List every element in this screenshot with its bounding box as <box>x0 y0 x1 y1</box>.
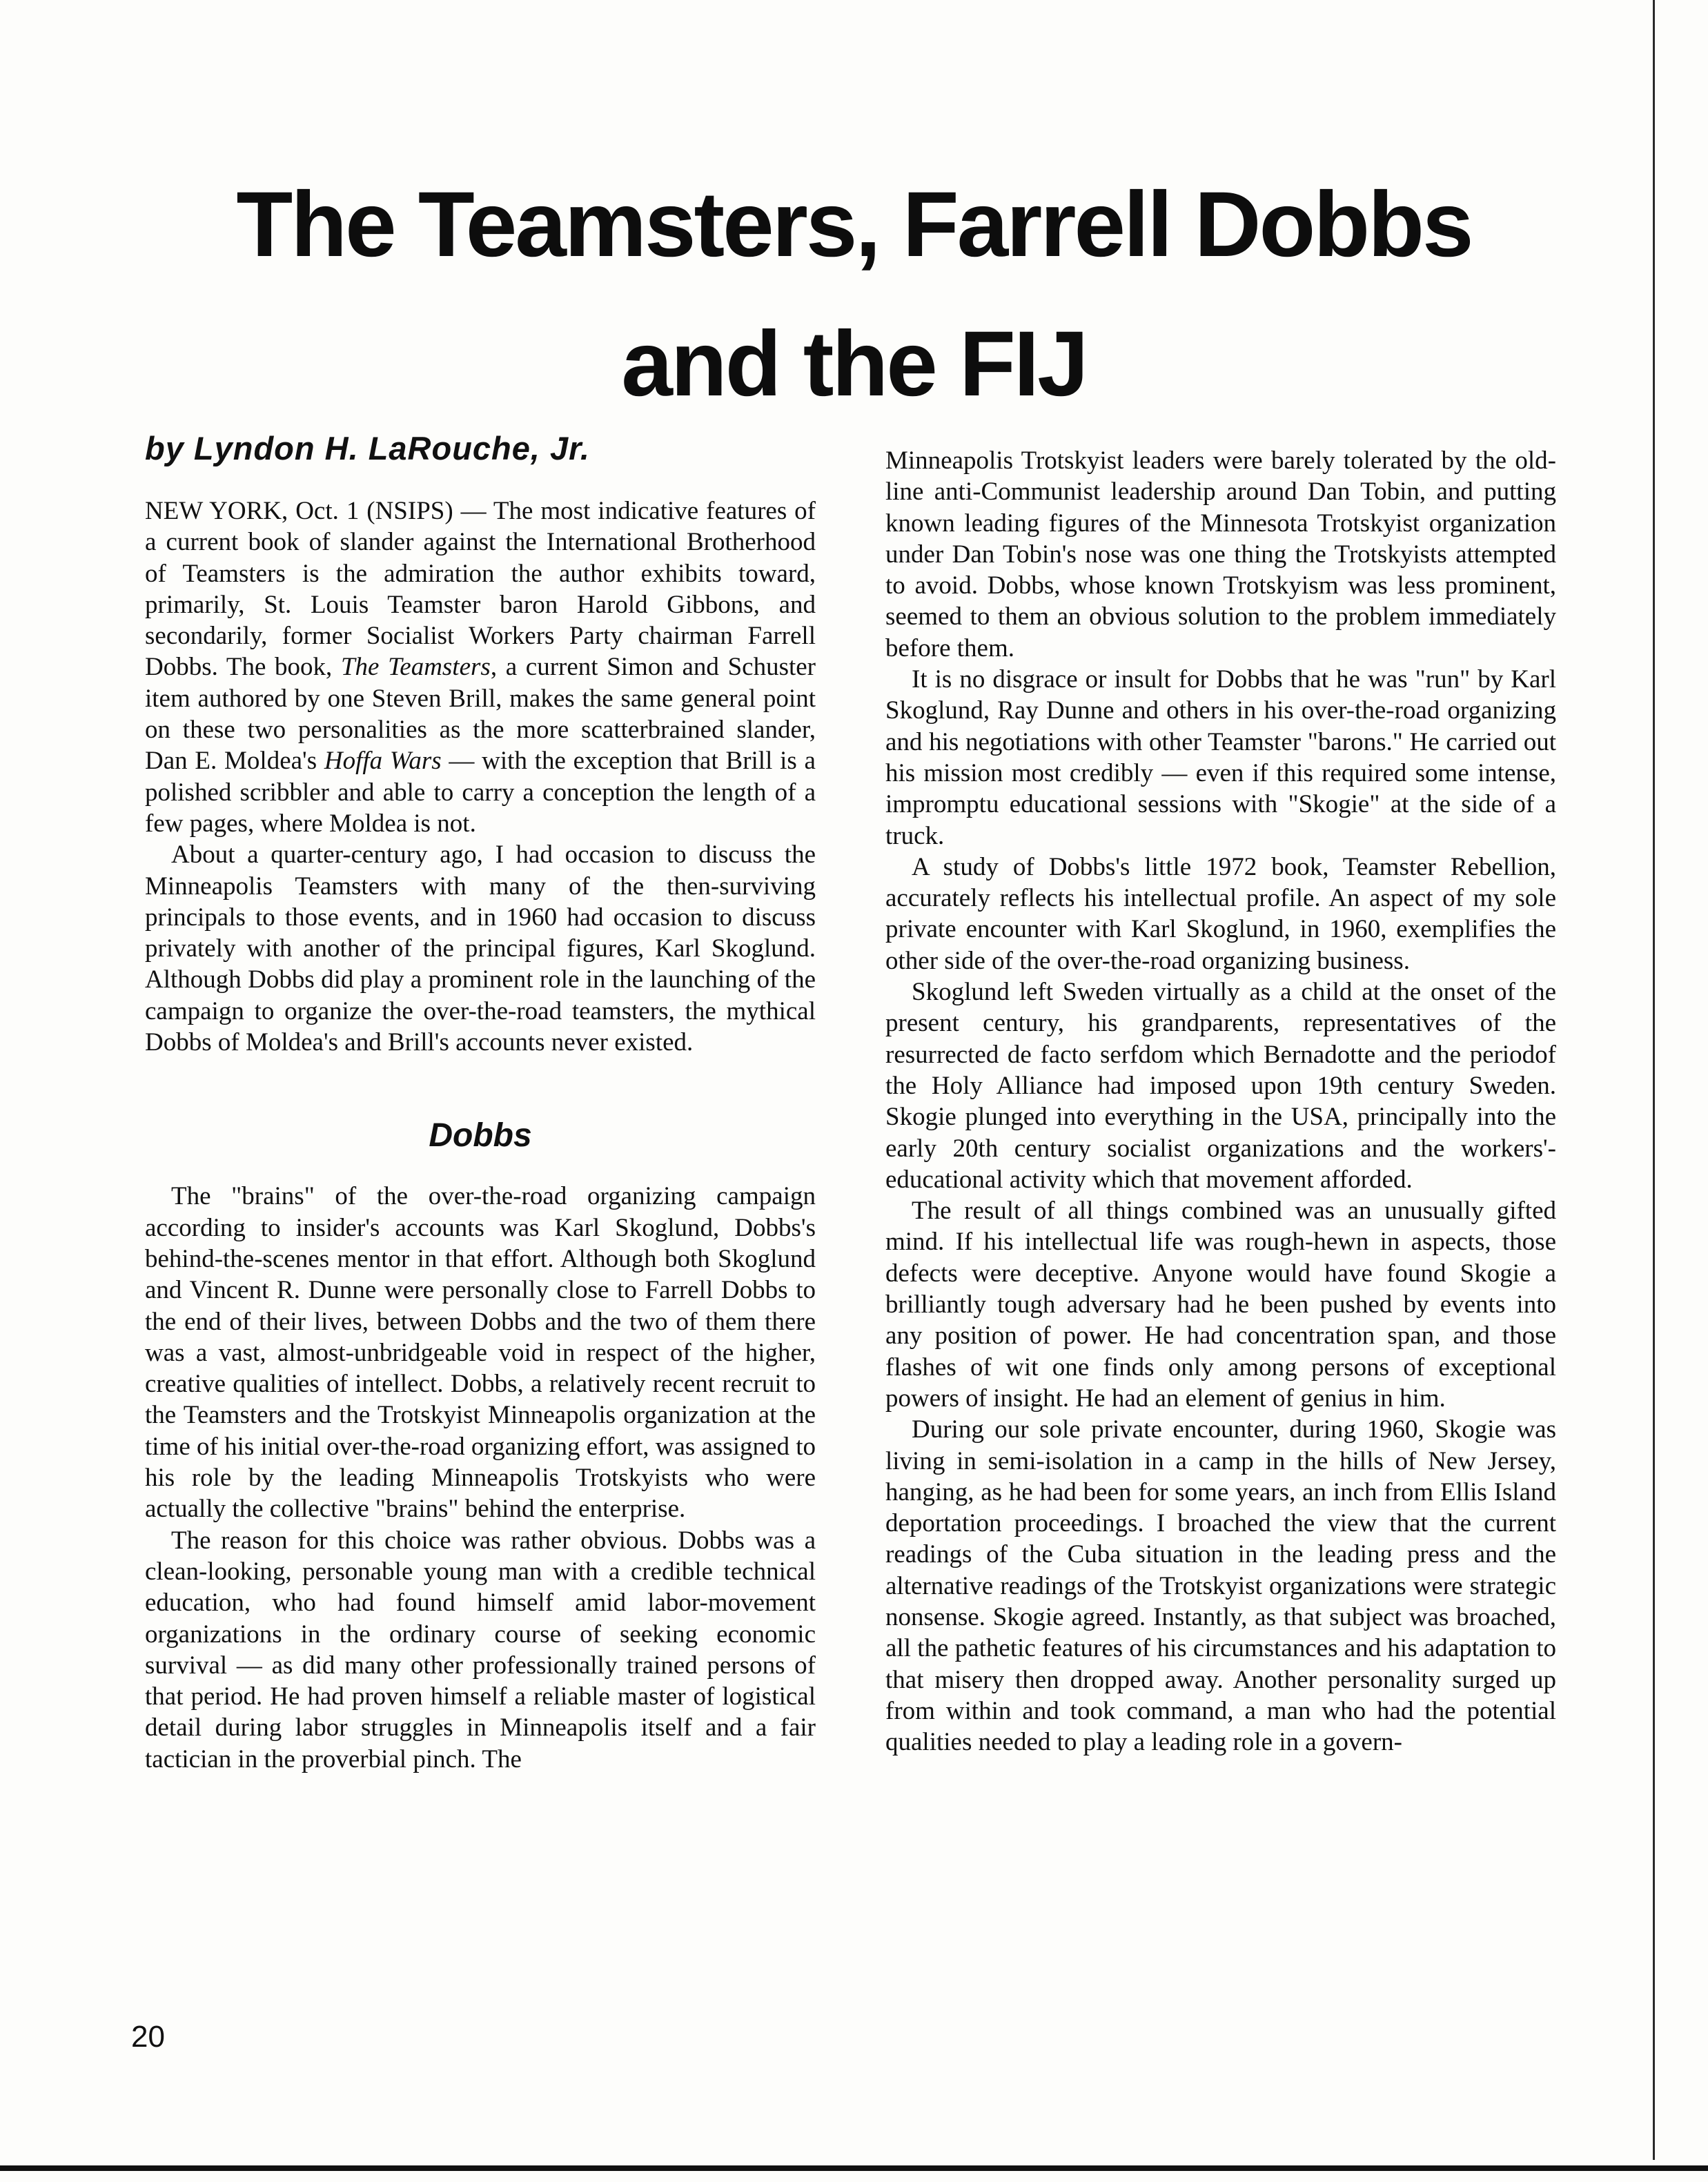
paragraph-text: , a current Simon and Schuster item authored by one Steven Brill, makes the same general point on these two personalities as the more scatterbrained slander, Dan E. Moldea's <box>145 653 816 776</box>
paragraph: The "brains" of the over-the-road organizing campaign according to insider's accounts was Karl Skoglund, Dobbs's behind-the-scenes mentor in that effort. Although both Skoglund and Vincent R. Dunne were personally close to Farrell Dobbs to the end of their lives, between Dobbs and the two of them there was a vast, almost-unbridgeable void in respect of the higher, creative qualities of intellect. Dobbs, a relatively recent recruit to the Teamsters and the Trotskyist Minneapolis organization at the time of his initial over-the-road organizing effort, was assigned to his role by the leading Minneapolis Trotskyists who were actually the collective "brains" behind the enterprise. <box>145 1182 816 1524</box>
paragraph: The result of all things combined was an unusually gifted mind. If his intellectual life was rough-hewn in aspects, those defects were deceptive. Anyone would have found Skogie a brilliantly tough adversary had he been pushed by events into any position of power. He had concentration span, and those flashes of wit one finds only among persons of exceptional powers of insight. He had an element of genius in him. <box>885 1197 1556 1413</box>
paragraph: Minneapolis Trotskyist leaders were barely tolerated by the old-line anti-Communist leadership around Dan Tobin, and putting known leading figures of the Minnesota Trotskyist organization under Dan Tobin's nose was one thing the Trotskyists attempted to avoid. Dobbs, whose known Trotskyism was less prominent, seemed to them an obvious solution to the problem immediately before them. <box>885 446 1556 662</box>
paragraph-text: NEW YORK, Oct. 1 (NSIPS) — The most indicative features of a current book of slander against the International Brotherhood of Teamsters is the admiration the author exhibits toward, primarily, St. Louis Teamster baron Harold Gibbons, and secondarily, former Socialist Workers Party chairman Farrell Dobbs. The book, <box>145 497 816 682</box>
page-edge-divider <box>1653 0 1655 2160</box>
paragraph <box>145 495 816 839</box>
byline: by Lyndon H. LaRouche, Jr. <box>145 430 590 466</box>
paragraph: A study of Dobbs's little 1972 book, Teamster Rebellion, accurately reflects his intellectual profile. An aspect of my sole private encounter with Karl Skoglund, in 1960, exemplifies the other side of the over-the-road organizing business. <box>885 852 1556 975</box>
paragraph-text: — with the exception that Brill is a polished scribbler and able to carry a conception the length of a few pages, where Moldea is not. <box>145 747 816 838</box>
page-number: 20 <box>131 2020 165 2054</box>
paragraph: Skoglund left Sweden virtually as a child at the onset of the present century, his grandparents, representatives of the resurrected de facto serfdom which Bernadotte and the periodof the Holy Alliance had imposed upon 19th century Sweden. Skogie plunged into everything in the USA, principally into the early 20th century socialist organizations and the workers'-educational activity which that movement afforded. <box>885 978 1556 1194</box>
section-heading: Dobbs <box>429 1117 532 1154</box>
paragraph: About a quarter-century ago, I had occasion to discuss the Minneapolis Teamsters with many of the then-surviving principals to those events, and in 1960 had occasion to discuss privately with another of the principal figures, Karl Skoglund. Although Dobbs did play a prominent role in the launching of the campaign to organize the over-the-road teamsters, the mythical Dobbs of Moldea's and Brill's accounts never existed. <box>145 841 816 1057</box>
article-title <box>0 155 1708 434</box>
bottom-rule <box>0 2165 1708 2171</box>
book-title: The Teamsters <box>340 653 491 682</box>
paragraph: The reason for this choice was rather obvious. Dobbs was a clean-looking, personable young man with a credible technical education, who had found himself amid labor-movement organizations in the ordinary course of seeking economic survival — as did many other professionally trained persons of that period. He had proven himself a reliable master of logistical detail during labor struggles in Minneapolis itself and a fair tactician in the proverbial pinch. The <box>145 1526 816 1773</box>
paragraph: It is no disgrace or insult for Dobbs that he was "run" by Karl Skoglund, Ray Dunne and others in his over-the-road organizing and his negotiations with other Teamster "barons." He carried out his mission most credibly — even if this required some intense, impromptu educational sessions with "Skogie" at the side of a truck. <box>885 665 1556 850</box>
book-title: Hoffa Wars <box>324 747 442 776</box>
left-column <box>145 428 816 1775</box>
title-line-1: The Teamsters, Farrell Dobbs <box>236 173 1472 276</box>
title-line-2: and the FIJ <box>621 313 1087 415</box>
right-column <box>885 445 1556 1758</box>
paragraph: During our sole private encounter, during 1960, Skogie was living in semi-isolation in a camp in the hills of New Jersey, hanging, as he had been for some years, an inch from Ellis Island deportation proceedings. I broached the view that the current readings of the Cuba situation in the leading press and the alternative readings of the Trotskyist organizations were strategic nonsense. Skogie agreed. Instantly, as that subject was broached, all the pathetic features of his circumstances and his adaptation to that misery then dropped away. Another personality surged up from within and took command, a man who had the potential qualities needed to play a leading role in a govern- <box>885 1415 1556 1757</box>
